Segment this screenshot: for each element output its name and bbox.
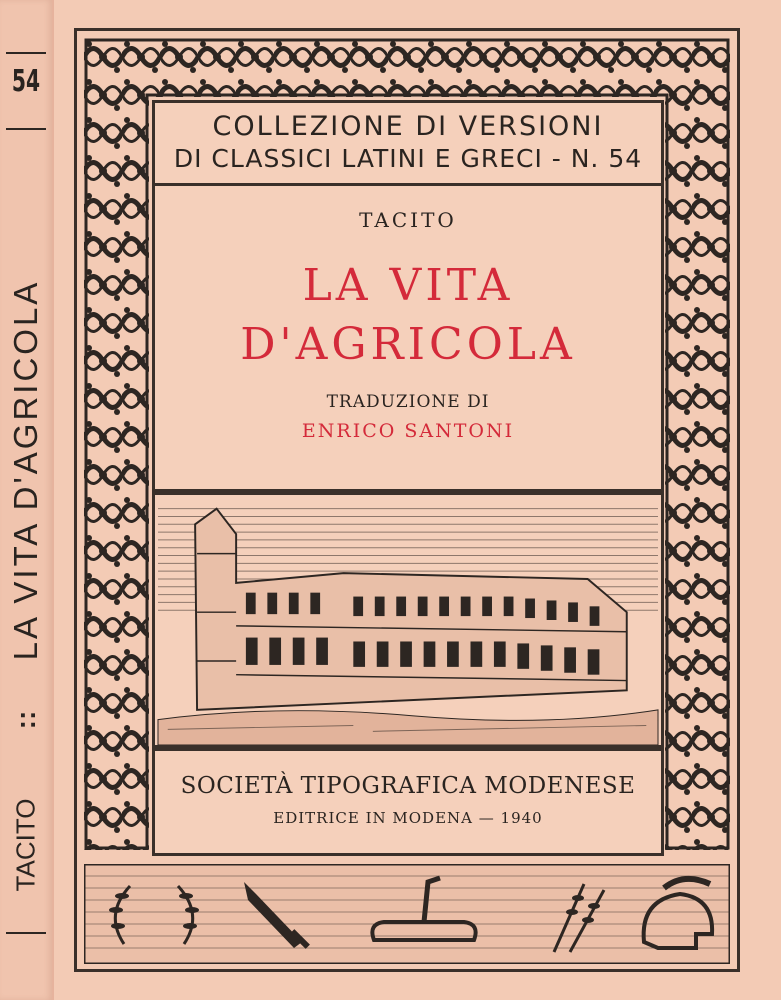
publisher-panel <box>152 748 664 856</box>
colosseum-engraving <box>152 492 664 748</box>
title-panel <box>152 186 664 492</box>
translator: ENRICO SANTONI <box>301 420 515 442</box>
spine-author: TACITO <box>10 798 41 892</box>
spine-rule-middle <box>6 128 46 130</box>
book-title-line-2: D'AGRICOLA <box>240 319 576 370</box>
book-title-line-1: LA VITA <box>302 260 514 311</box>
spine <box>0 0 54 1000</box>
collection-panel <box>152 100 664 186</box>
collection-line-1: COLLEZIONE DI VERSIONI <box>212 111 604 142</box>
spine-number: 54 <box>11 64 41 99</box>
spine-rule-bottom <box>6 932 46 934</box>
symbol-strip <box>84 864 730 964</box>
spine-title: LA VITA D'AGRICOLA <box>7 279 44 661</box>
publisher-name: SOCIETÀ TIPOGRAFICA MODENESE <box>180 773 636 799</box>
spine-rule-top <box>6 52 46 54</box>
spine-separator: :: <box>10 710 41 730</box>
translation-label: TRADUZIONE DI <box>326 392 490 412</box>
author: TACITO <box>359 208 457 232</box>
collection-line-2: DI CLASSICI LATINI E GRECI - N. 54 <box>173 144 643 173</box>
imprint: EDITRICE IN MODENA — 1940 <box>273 809 543 827</box>
